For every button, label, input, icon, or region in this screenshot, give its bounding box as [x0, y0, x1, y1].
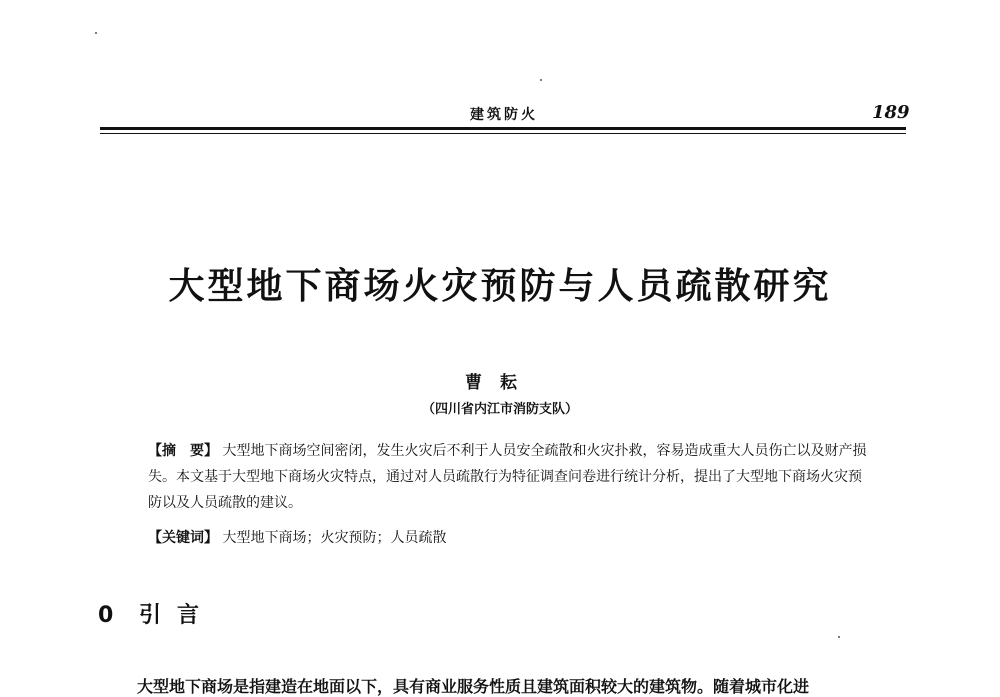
keywords-text: 大型地下商场；火灾预防；人员疏散	[222, 530, 447, 546]
author-affiliation: （四川省内江市消防支队）	[421, 402, 578, 417]
header-rule-thick	[100, 127, 906, 130]
scan-speck	[838, 636, 840, 638]
body-paragraph-line: 大型地下商场是指建造在地面以下，具有商业服务性质且建筑面积较大的建筑物。随着城市化进	[137, 677, 810, 696]
running-header	[0, 104, 1000, 128]
section-title: 引言	[138, 603, 215, 628]
header-rule-thin	[100, 133, 906, 134]
scan-speck	[540, 79, 542, 81]
keywords	[148, 526, 868, 550]
running-section-name: 建筑防火	[470, 107, 538, 123]
section-number: 0	[98, 603, 114, 628]
author-name: 曹耘	[465, 373, 535, 393]
keywords-label: 【关键词】	[148, 530, 218, 546]
abstract-label: 【摘 要】	[148, 443, 218, 459]
abstract-text: 大型地下商场空间密闭，发生火灾后不利于人员安全疏散和火灾扑救，容易造成重大人员伤亡以及财产损失。本文基于大型地下商场火灾特点，通过对人员疏散行为特征调查问卷进行统计分析，提出了大型地下商场火灾预防以及人员疏散的建议。	[148, 443, 867, 511]
page-number: 189	[872, 102, 910, 123]
section-heading	[98, 598, 215, 629]
abstract	[148, 438, 868, 516]
paper-title: 大型地下商场火灾预防与人员疏散研究	[168, 266, 832, 307]
scan-speck	[95, 32, 97, 34]
